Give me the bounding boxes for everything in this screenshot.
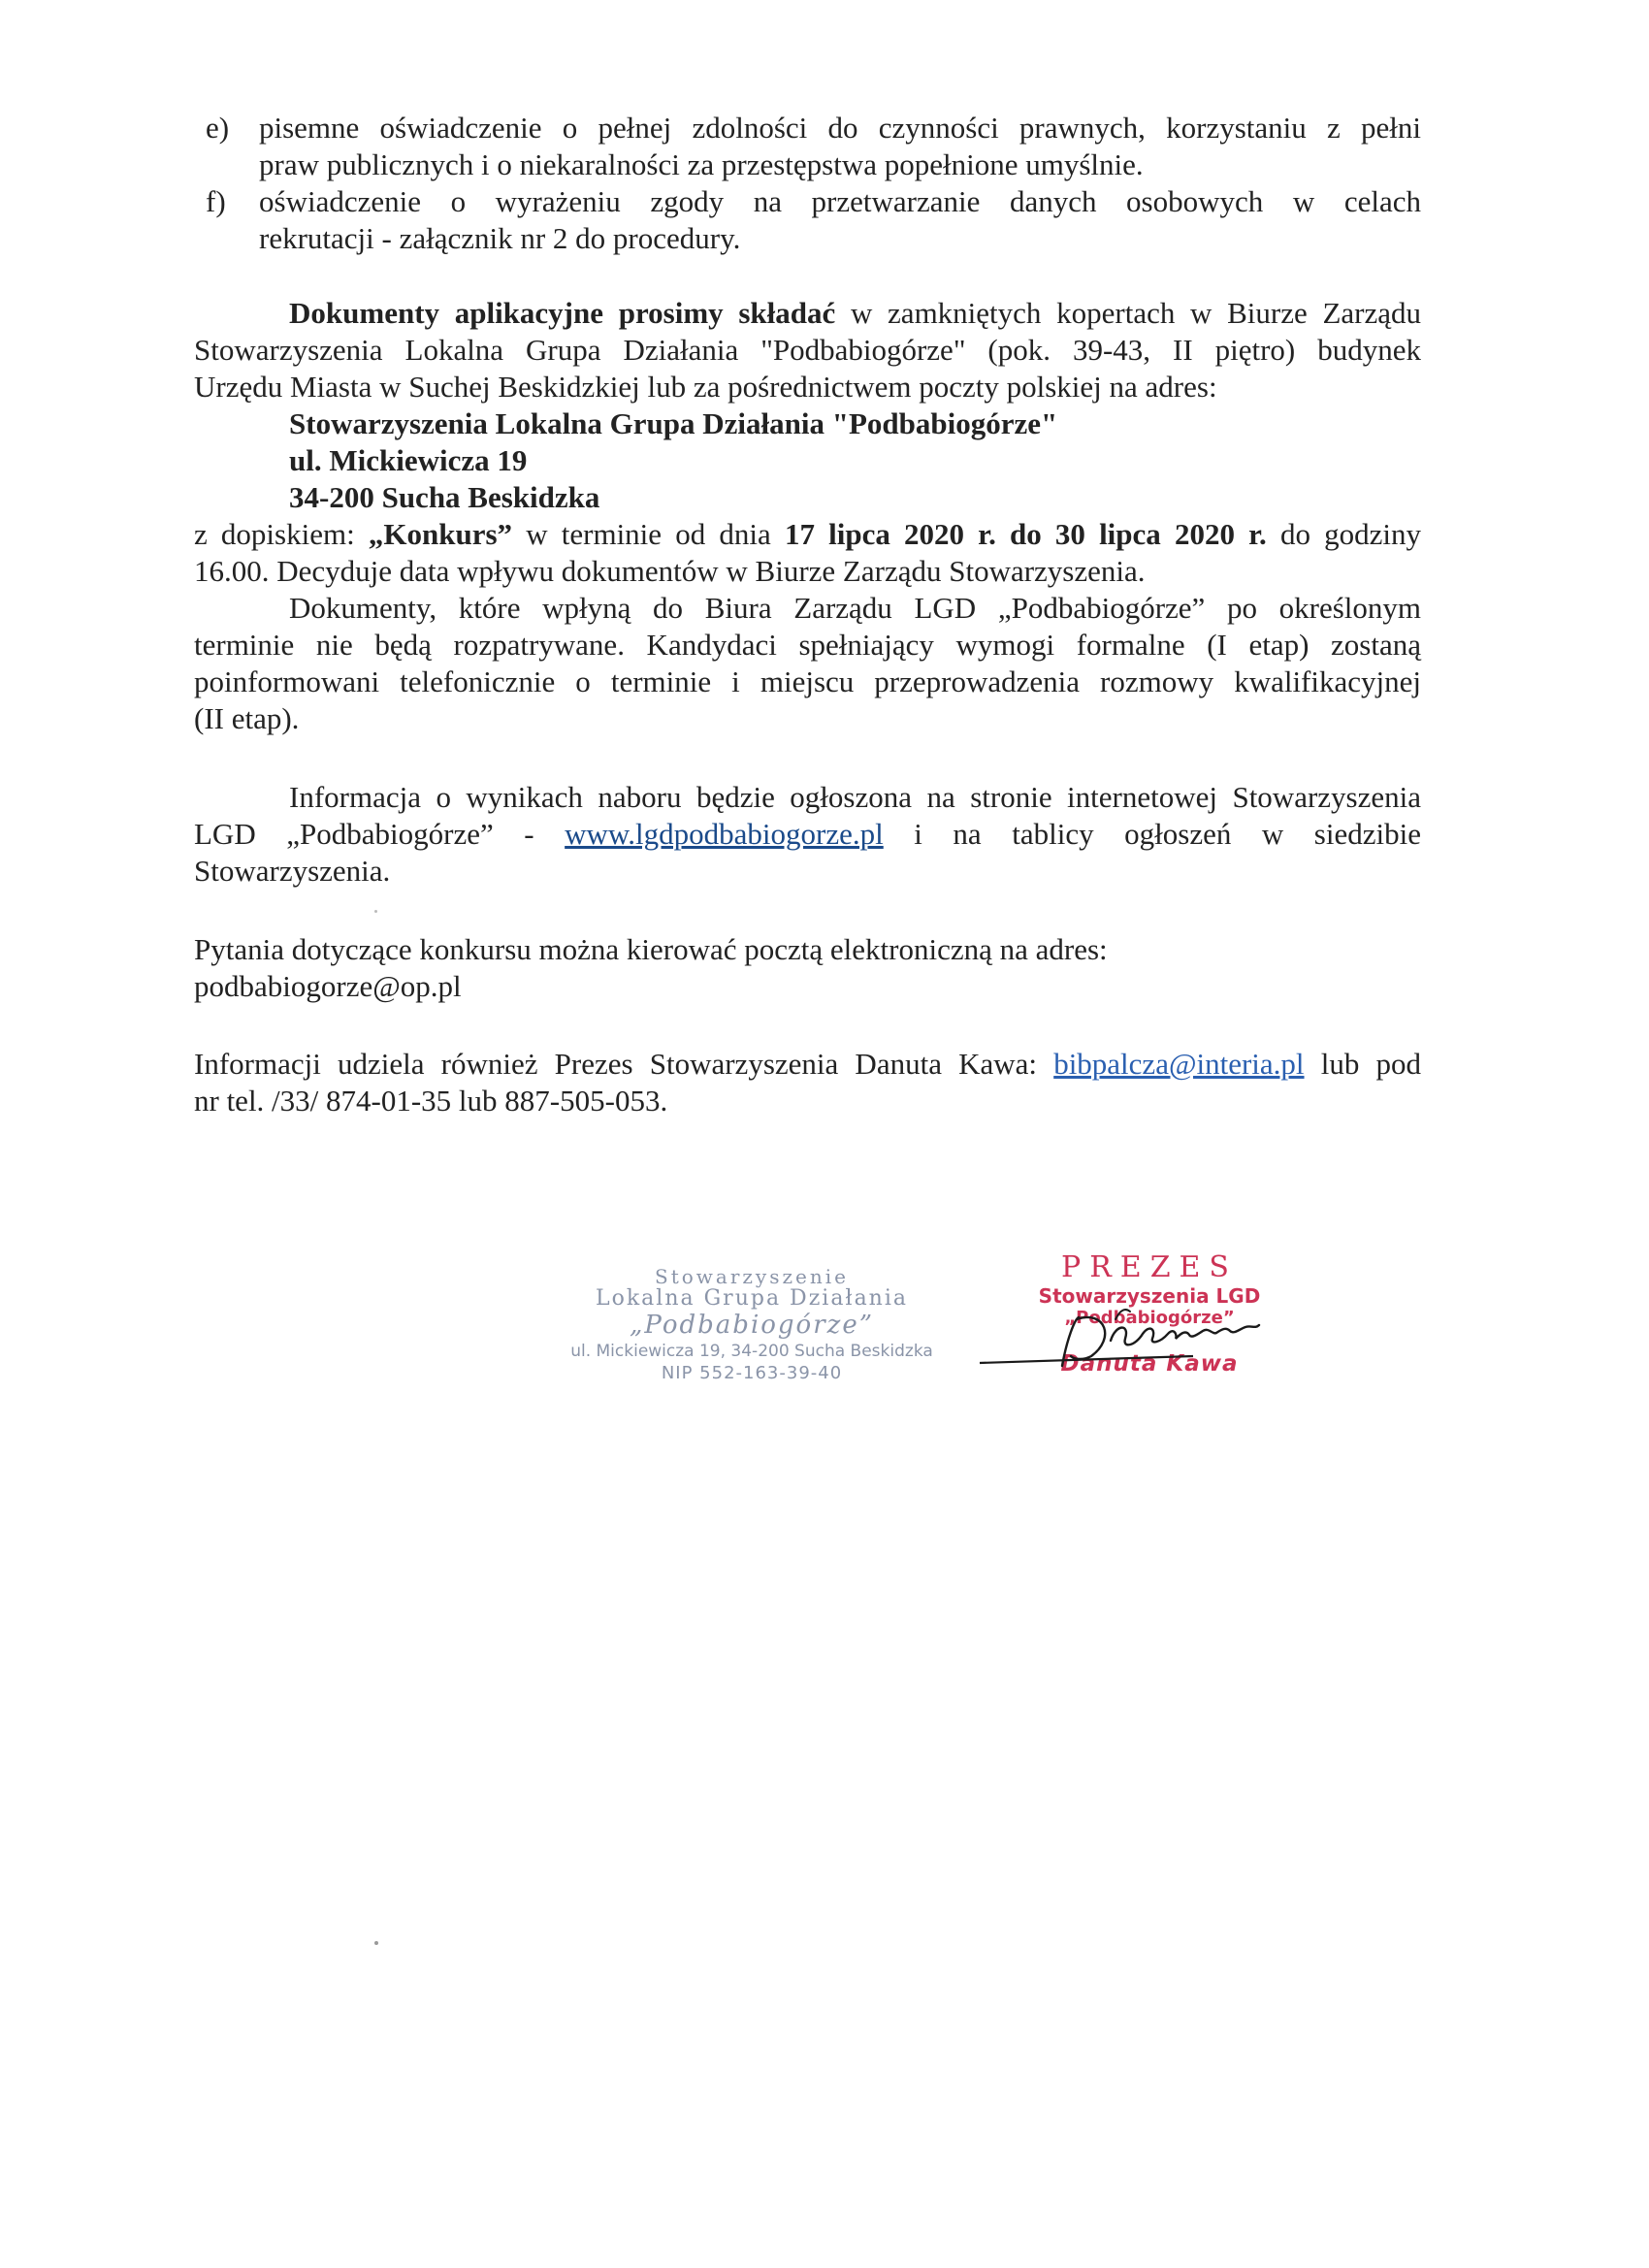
date-from: 17 lipca 2020 r. xyxy=(784,517,996,551)
list-item-line: praw publicznych i o niekaralności za przestępstwa popełnione umyślnie. xyxy=(259,147,1144,181)
late-paragraph xyxy=(194,590,1421,737)
paragraph-line xyxy=(194,1046,1421,1083)
paragraph-line: Informacja o wynikach naboru będzie ogłoszona na stronie internetowej Stowarzyszenia xyxy=(289,780,1421,814)
list-label: e) xyxy=(206,111,230,145)
text-span: w terminie od dnia xyxy=(512,517,785,551)
bold-lead: Dokumenty aplikacyjne prosimy składać xyxy=(289,296,836,330)
list-item-line: pisemne oświadczenie o pełnej zdolności do czynności prawnych, korzystaniu z pełni xyxy=(259,111,1421,145)
website-link[interactable]: www.lgdpodbabiogorze.pl xyxy=(565,817,884,851)
list-label: f) xyxy=(206,184,226,218)
paragraph-line: Urzędu Miasta w Suchej Beskidzkiej lub za pośrednictwem poczty polskiej na adres: xyxy=(194,370,1217,404)
text-span: z dopiskiem: xyxy=(194,517,369,551)
stamp-line: Stowarzyszenie xyxy=(655,1265,849,1288)
paragraph-line: 16.00. Decyduje data wpływu dokumentów w Biurze Zarządu Stowarzyszenia. xyxy=(194,554,1146,588)
contact-paragraph xyxy=(194,1046,1421,1119)
deadline-paragraph xyxy=(194,516,1421,590)
paragraph-line: Dokumenty, które wpłyną do Biura Zarządu LGD „Podbabiogórze” po określonym xyxy=(289,591,1421,625)
submission-paragraph xyxy=(194,295,1421,405)
stamp-title: PREZES xyxy=(1061,1250,1238,1284)
text-span: Informacji udziela również Prezes Stowarzyszenia Danuta Kawa: xyxy=(194,1047,1054,1081)
paragraph-line xyxy=(194,295,1421,332)
stamp-name: Danuta Kawa xyxy=(1060,1351,1239,1377)
stamp-line: ul. Mickiewicza 19, 34-200 Sucha Beskidzka xyxy=(570,1342,933,1361)
text-span: do xyxy=(995,517,1055,551)
text-span: lub pod xyxy=(1304,1047,1421,1081)
results-paragraph xyxy=(194,779,1421,890)
address-name: Stowarzyszenia Lokalna Grupa Działania "Podbabiogórze" xyxy=(289,406,1058,440)
paragraph-line: Stowarzyszenia Lokalna Grupa Działania "Podbabiogórze" (pok. 39-43, II piętro) budynek xyxy=(194,333,1421,367)
list-item-line: oświadczenie o wyrażeniu zgody na przetwarzanie danych osobowych w celach xyxy=(259,184,1421,218)
stamp-line: „Podbabiogórze” xyxy=(629,1311,875,1340)
paragraph-line xyxy=(194,816,1421,853)
address-street: ul. Mickiewicza 19 xyxy=(289,443,528,477)
paragraph-line xyxy=(194,516,1421,553)
paragraph-line: poinformowani telefonicznie o terminie i miejscu przeprowadzenia rozmowy kwalifikacyjnej xyxy=(194,664,1421,698)
stamp-line: „Podbabiogórze” xyxy=(1064,1308,1235,1328)
handwritten-signature xyxy=(970,1280,1290,1387)
text-span: w zamkniętych kopertach w Biurze Zarządu xyxy=(835,296,1421,330)
text-span: i na tablicy ogłoszeń w siedzibie xyxy=(883,817,1421,851)
organization-stamp xyxy=(567,1266,936,1402)
stamp-line: Lokalna Grupa Działania xyxy=(595,1286,909,1311)
konkurs-label: „Konkurs” xyxy=(368,517,513,551)
address-city: 34-200 Sucha Beskidzka xyxy=(289,480,600,514)
stamp-line: Stowarzyszenia LGD xyxy=(1038,1284,1261,1308)
text-span: LGD „Podbabiogórze” - xyxy=(194,817,566,851)
paragraph-line: nr tel. /33/ 874-01-35 lub 887-505-053. xyxy=(194,1084,668,1118)
questions-email: podbabiogorze@op.pl xyxy=(194,969,462,1003)
text-span: do godziny xyxy=(1266,517,1421,551)
paragraph-line: terminie nie będą rozpatrywane. Kandydaci spełniający wymogi formalne (I etap) zostaną xyxy=(194,628,1421,662)
contact-email-link[interactable]: bibpalcza@interia.pl xyxy=(1053,1047,1305,1081)
scan-speck xyxy=(374,1941,378,1945)
scan-speck xyxy=(374,910,377,913)
questions-paragraph xyxy=(194,931,1421,1005)
paragraph-line: Pytania dotyczące konkursu można kierować pocztą elektroniczną na adres: xyxy=(194,932,1108,966)
paragraph-line: Stowarzyszenia. xyxy=(194,854,391,888)
stamp-line: NIP 552-163-39-40 xyxy=(661,1363,843,1383)
date-to: 30 lipca 2020 r. xyxy=(1054,517,1267,551)
paragraph-line: (II etap). xyxy=(194,701,300,735)
list-item-line: rekrutacji - załącznik nr 2 do procedury. xyxy=(259,221,741,255)
